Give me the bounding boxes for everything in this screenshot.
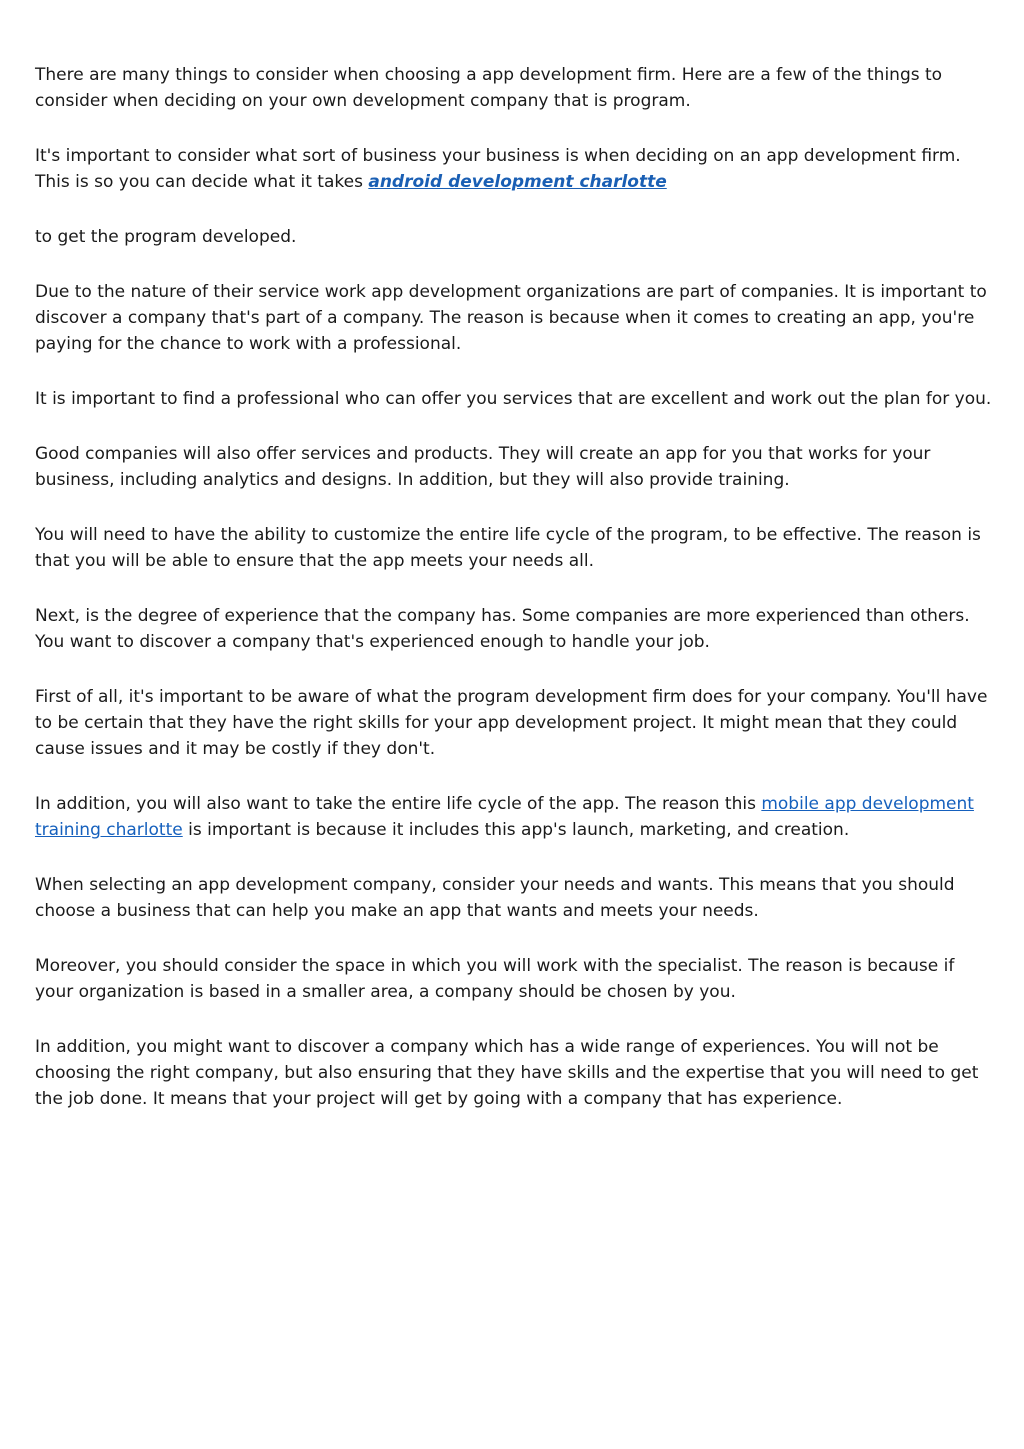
- paragraph-10-after: is important is because it includes this app's launch, marketing, and creation.: [182, 820, 850, 840]
- paragraph-2-text: It's important to consider what sort of business your business is when deciding on an app development firm. This is so you can decide what it takes: [35, 146, 961, 192]
- document-body: [35, 62, 995, 1141]
- paragraph-13: In addition, you might want to discover a company which has a wide range of experiences. You will not be choosing the right company, but also ensuring that they have skills and the expertise that you will need to get the job done. It means that your project will get by going with a company that has experience.: [35, 1037, 979, 1109]
- paragraph-9: First of all, it's important to be aware of what the program development firm does for your company. You'll have to be certain that they have the right skills for your app development project. It might mean that they could cause issues and it may be costly if they don't.: [35, 687, 988, 759]
- paragraph-1: There are many things to consider when choosing a app development firm. Here are a few of the things to consider when deciding on your own development company that is program.: [35, 65, 943, 111]
- paragraph-10-text: In addition, you will also want to take the entire life cycle of the app. The reason this: [35, 794, 762, 814]
- paragraph-4: Due to the nature of their service work app development organizations are part of companies. It is important to discover a company that's part of a company. The reason is because when it comes to creating an app, you're paying for the chance to work with a professional.: [35, 282, 987, 354]
- paragraph-6: Good companies will also offer services and products. They will create an app for you that works for your business, including analytics and designs. In addition, but they will also provide training.: [35, 444, 931, 490]
- paragraph-8: Next, is the degree of experience that the company has. Some companies are more experienced than others. You want to discover a company that's experienced enough to handle your job.: [35, 606, 970, 652]
- paragraph-3: to get the program developed.: [35, 227, 297, 247]
- android-development-charlotte-link[interactable]: android development charlotte: [368, 172, 667, 192]
- paragraph-7: You will need to have the ability to customize the entire life cycle of the program, to be effective. The reason is that you will be able to ensure that the app meets your needs all.: [35, 525, 981, 571]
- paragraph-12: Moreover, you should consider the space in which you will work with the specialist. The reason is because if your organization is based in a smaller area, a company should be chosen by you.: [35, 956, 955, 1002]
- mobile-app-development-training-charlotte-link[interactable]: mobile app development training charlotte: [35, 794, 974, 840]
- paragraph-5: It is important to find a professional who can offer you services that are excellent and work out the plan for you.: [35, 389, 992, 409]
- paragraph-2: [35, 143, 995, 195]
- paragraph-10: [35, 791, 995, 843]
- paragraph-11: When selecting an app development company, consider your needs and wants. This means that you should choose a business that can help you make an app that wants and meets your needs.: [35, 875, 955, 921]
